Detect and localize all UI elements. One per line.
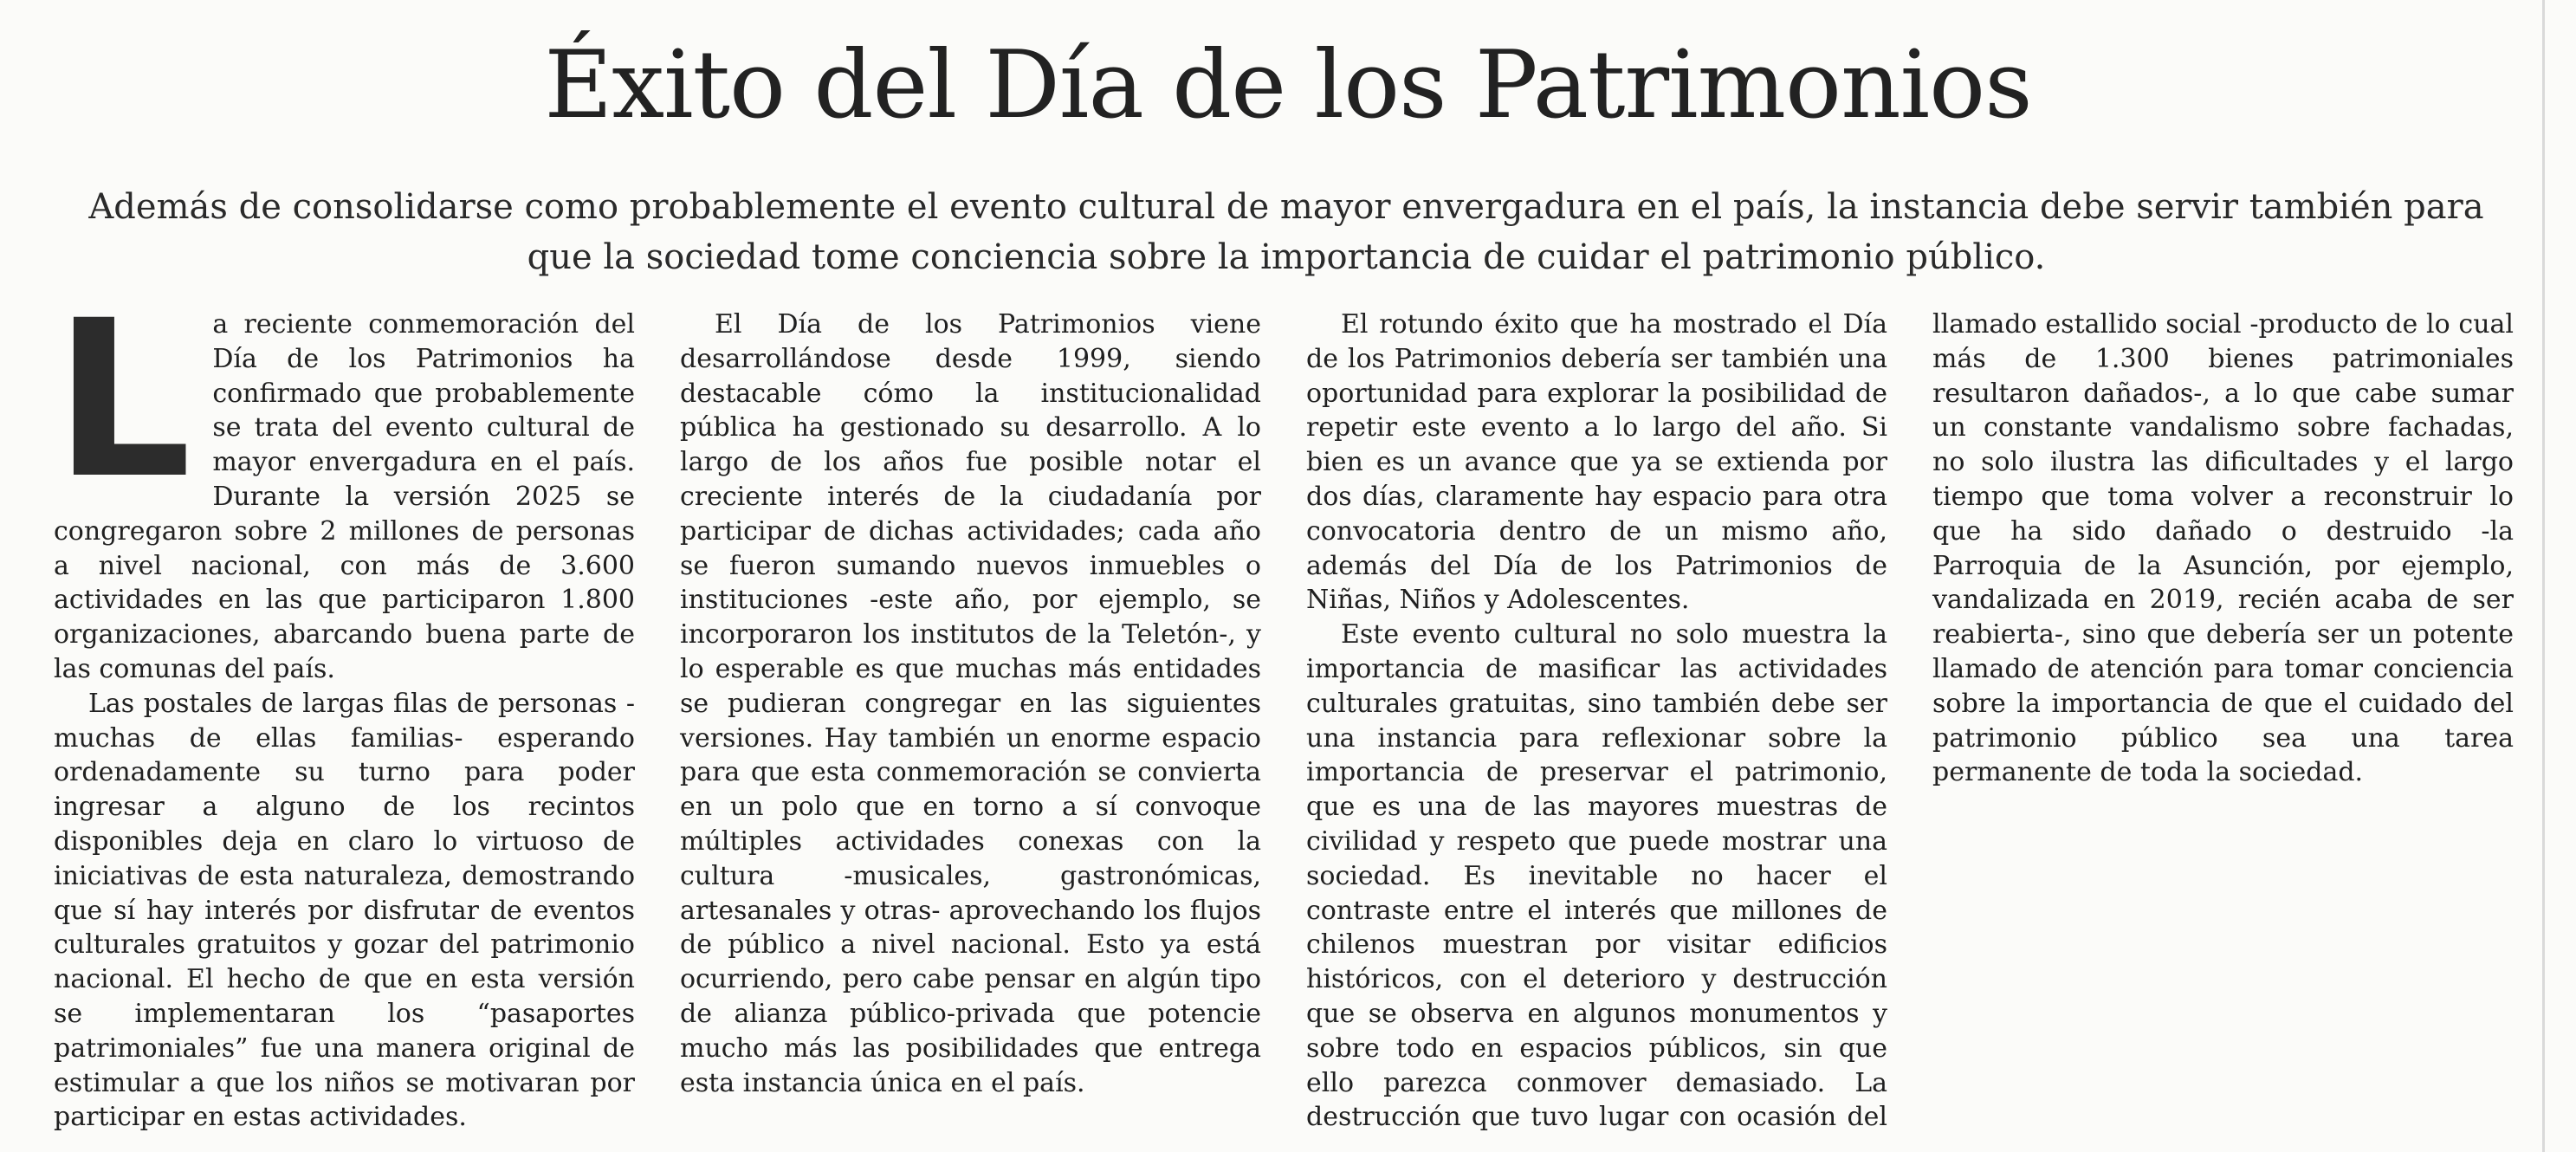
paragraph-5: Este evento cultural no solo muestra la importancia de masificar las actividades culturales gratuitas, sino también debe ser una instancia para reflexionar sobre la importancia de preservar el patrimonio, que es una de las mayores muestras de civilidad y respeto que puede mostrar una sociedad. Es inevitable no hacer el contraste entre el interés que millones de chilenos muestran por visitar edificios históricos, con el deterioro y destrucción que se observa en algunos monumentos y sobre todo en espacios públicos, sin que ello parezca conmover demasiado. La destrucción que tuvo lugar con ocasión del llamado estallido social -producto de lo cual más de 1.300 bienes patrimoniales resultaron dañados-, a lo que cabe sumar un constante vandalismo sobre fachadas, no solo ilustra las dificultades y el largo tiempo que toma volver a reconstruir lo que ha sido dañado o destruido -la Parroquia de la Asunción, por ejemplo, vandalizada en 2019, recién acaba de ser reabierta-, sino que debería ser un potente llamado de atención para tomar conciencia sobre la importancia de que el cuidado del patrimonio público sea una tarea permanente de toda la sociedad. <box>1306 309 2514 1133</box>
deck-subtitle: Además de consolidarse como probablemente el evento cultural de mayor envergadura en el país, la instancia debe servir también para que la sociedad tome conciencia sobre la importancia de cuidar el patrimonio público. <box>88 187 2484 277</box>
page-edge-line <box>2542 0 2545 1152</box>
paragraph-3: El Día de los Patrimonios viene desarrollándose desde 1999, siendo destacable cómo la institucionalidad pública ha gestionado su desarrollo. A lo largo de los años fue posible notar el creciente interés de la ciudadanía por participar de dichas actividades; cada año se fueron sumando nuevos inmuebles o instituciones -este año, por ejemplo, se incorporaron los institutos de la Teletón-, y lo esperable es que muchas más entidades se pudieran congregar en las siguientes versiones. Hay también un enorme espacio para que esta conmemoración se convierta en un polo que en torno a sí convoque múltiples actividades conexas con la cultura -musicales, gastronómicas, artesanales y otras- aprovechando los flujos de público a nivel nacional. Esto ya está ocurriendo, pero cabe pensar en algún tipo de alianza público-privada que potencie mucho más las posibilidades que entrega esta instancia única en el país. <box>680 309 1261 1098</box>
paragraph-1 <box>54 274 635 687</box>
article-body <box>54 274 2514 1139</box>
paragraph-4: El rotundo éxito que ha mostrado el Día de los Patrimonios debería ser también una oportunidad para explorar la posibilidad de repetir este evento a lo largo del año. Si bien es un avance que ya se extienda por dos días, claramente hay espacio para otra convocatoria dentro de un mismo año, además del Día de los Patrimonios de Niñas, Niños y Adolescentes. <box>1306 309 1887 616</box>
headline: Éxito del Día de los Patrimonios <box>544 31 2032 139</box>
drop-cap: L <box>54 274 192 526</box>
paragraph-1-text: a reciente conmemoración del Día de los Patrimonios ha confirmado que probablemente se trata del evento cultural de mayor envergadura en el país. Durante la versión 2025 se congregaron sobre 2 millones de personas a nivel nacional, con más de 3.600 actividades en las que participaron 1.800 organizaciones, abarcando buena parte de las comunas del país. <box>54 309 635 684</box>
paragraph-2: Las postales de largas filas de personas -muchas de ellas familias- esperando ordenadamente su turno para poder ingresar a alguno de los recintos disponibles deja en claro lo virtuoso de iniciativas de esta naturaleza, demostrando que sí hay interés por disfrutar de eventos culturales gratuitos y gozar del patrimonio nacional. El hecho de que en esta versión se implementaran los “pasaportes patrimoniales” fue una manera original de estimular a que los niños se motivaran por participar en estas actividades. <box>54 688 635 1133</box>
